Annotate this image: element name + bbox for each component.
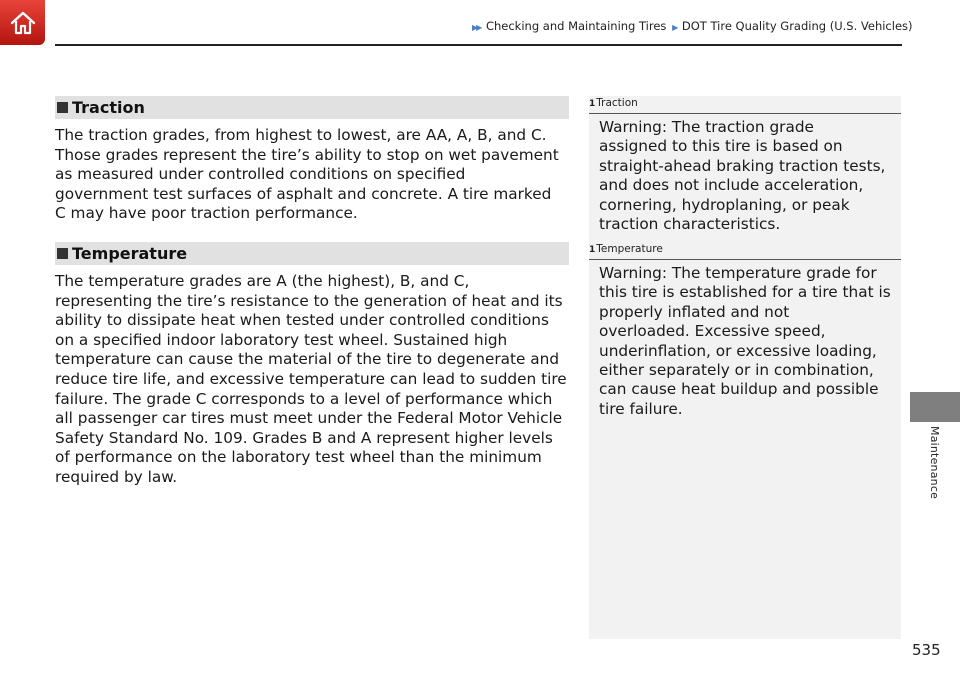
breadcrumb-arrow-icon: ▶ xyxy=(672,23,677,32)
note-traction-text: Warning: The traction grade assigned to this tire is based on straight-ahead braking traction tests, and does not include acceleration, cornering, hydroplaning, or peak traction characteristics. xyxy=(599,118,886,234)
section-heading-traction: Traction xyxy=(55,96,569,119)
square-bullet-icon xyxy=(57,102,68,113)
note-temperature-text: Warning: The temperature grade for this tire is established for a tire that is properly inflated and not overloaded. Excessive speed, underinflation, or excessive loading, either separately or in combination, can cause heat buildup and possible tire failure. xyxy=(599,264,891,418)
chapter-label: Maintenance xyxy=(928,426,941,500)
breadcrumb-current-dot-grading[interactable]: DOT Tire Quality Grading (U.S. Vehicles) xyxy=(681,19,913,33)
breadcrumb-link-checking-tires[interactable]: Checking and Maintaining Tires xyxy=(485,19,667,33)
breadcrumb xyxy=(472,19,913,33)
page-number: 535 xyxy=(912,641,941,659)
header-divider xyxy=(55,44,902,46)
chapter-tab[interactable] xyxy=(910,392,960,422)
breadcrumb-arrow-icon: ▶▶ xyxy=(472,23,481,32)
square-bullet-icon xyxy=(57,248,68,259)
section-heading-temperature: Temperature xyxy=(55,242,569,265)
temperature-paragraph: The temperature grades are A (the highest), B, and C, representing the tire’s resistance to the generation of heat and its ability to dissipate heat when tested under controlled conditions on a specified indoor laboratory test wheel. Sustained high temperature can cause the material of the tire to degenerate and reduce tire life, and excessive temperature can lead to sudden tire failure. The grade C corresponds to a level of performance which all passenger car tires must meet under the Federal Motor Vehicle Safety Standard No. 109. Grades B and A represent higher levels of performance on the laboratory test wheel than the minimum required by law. xyxy=(55,272,567,486)
traction-paragraph: The traction grades, from highest to lowest, are AA, A, B, and C. Those grades represent the tire’s ability to stop on wet pavement as measured under controlled conditions on specified government test surfaces of asphalt and concrete. A tire marked C may have poor traction performance. xyxy=(55,126,559,223)
home-button[interactable] xyxy=(0,0,45,45)
home-icon xyxy=(8,8,38,38)
note-heading-traction: 1Traction xyxy=(589,97,901,114)
note-heading-temperature: 1Temperature xyxy=(589,243,901,260)
